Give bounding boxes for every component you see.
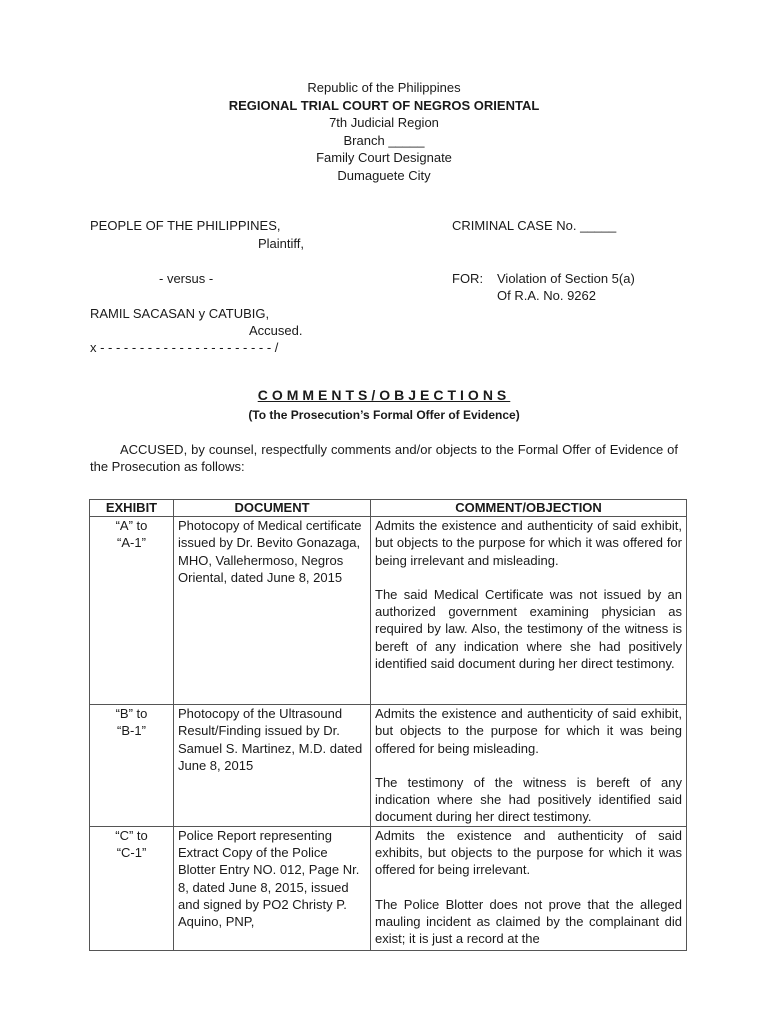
header-region: 7th Judicial Region (329, 115, 439, 130)
document-title: COMMENTS/OBJECTIONS (257, 387, 511, 403)
court-header (0, 79, 768, 184)
exhibit-label: “C-1” (116, 845, 147, 861)
column-header-comment: COMMENT/OBJECTION (371, 500, 687, 517)
document-cell: Photocopy of Medical certificate issued by Dr. Bevito Gonazaga, MHO, Vallehermoso, Negros Oriental, dated June 8, 2015 (174, 517, 371, 705)
offense-line-1: Violation of Section 5(a) (497, 271, 635, 286)
header-court-name: REGIONAL TRIAL COURT OF NEGROS ORIENTAL (228, 97, 540, 113)
exhibit-label: “C” to (115, 827, 148, 843)
plaintiff-role: Plaintiff, (258, 236, 305, 251)
table-row (90, 705, 687, 827)
offense-line-2: Of R.A. No. 9262 (497, 288, 596, 303)
comment-paragraph: Admits the existence and authenticity of said exhibit, but objects to the purpose for which it was offered for being irrelevant and misleading. (375, 518, 682, 568)
column-header-exhibit: EXHIBIT (90, 500, 174, 517)
exhibit-label: “B” to (115, 706, 148, 721)
evidence-table (89, 499, 687, 951)
comment-cell (371, 517, 687, 705)
table-header-row (90, 500, 687, 517)
table-row (90, 826, 687, 950)
exhibit-cell (90, 826, 174, 950)
comment-paragraph: The said Medical Certificate was not issued by an authorized government examining physician as required by law. Also, the testimony of the witness is bereft of any indication where she had positively identified said document during her direct testimony. (375, 586, 682, 672)
header-city: Dumaguete City (337, 167, 431, 183)
comment-paragraph: Admits the existence and authenticity of said exhibits, but objects to the purpose for which it was offered for being irrelevant. (375, 827, 682, 878)
comment-paragraph: The testimony of the witness is bereft of any indication where she had positively identified said document during her direct testimony. (375, 774, 682, 825)
header-republic: Republic of the Philippines (307, 80, 461, 95)
document-cell: Photocopy of the Ultrasound Result/Finding issued by Dr. Samuel S. Martinez, M.D. dated June 8, 2015 (174, 705, 371, 827)
intro-text: ACCUSED, by counsel, respectfully comments and/or objects to the Formal Offer of Evidence of the Prosecution as follows: (90, 442, 678, 474)
plaintiff-name: PEOPLE OF THE PHILIPPINES, (90, 218, 281, 233)
document-subtitle: (To the Prosecution’s Formal Offer of Evidence) (248, 408, 520, 422)
exhibit-cell (90, 517, 174, 705)
header-designation: Family Court Designate (316, 150, 452, 165)
comment-paragraph: Admits the existence and authenticity of said exhibit, but objects to the purpose for which it was being offered for being misleading. (375, 706, 682, 756)
exhibit-label: “A-1” (117, 535, 146, 551)
comment-cell (371, 826, 687, 950)
exhibit-label: “B-1” (117, 723, 146, 739)
exhibit-label: “A” to (115, 518, 148, 533)
for-label: FOR: (452, 271, 484, 286)
header-branch: Branch _____ (343, 132, 425, 148)
accused-name: RAMIL SACASAN y CATUBIG, (90, 306, 270, 321)
comment-paragraph: The Police Blotter does not prove that the alleged mauling incident as claimed by the complainant did exist; it is just a record at the (375, 896, 682, 947)
table-row (90, 517, 687, 705)
case-number: CRIMINAL CASE No. _____ (452, 218, 617, 233)
column-header-document: DOCUMENT (174, 500, 371, 517)
accused-role: Accused. (249, 323, 303, 338)
comment-cell (371, 705, 687, 827)
document-cell: Police Report representing Extract Copy of the Police Blotter Entry NO. 012, Page Nr. 8, dated June 8, 2015, issued and signed by PO2 Christy P. Aquino, PNP, (174, 826, 371, 950)
versus-label: - versus - (159, 271, 214, 286)
exhibit-cell (90, 705, 174, 827)
intro-paragraph (90, 441, 678, 475)
caption-separator: x - - - - - - - - - - - - - - - - - - - - - - / (90, 340, 279, 355)
